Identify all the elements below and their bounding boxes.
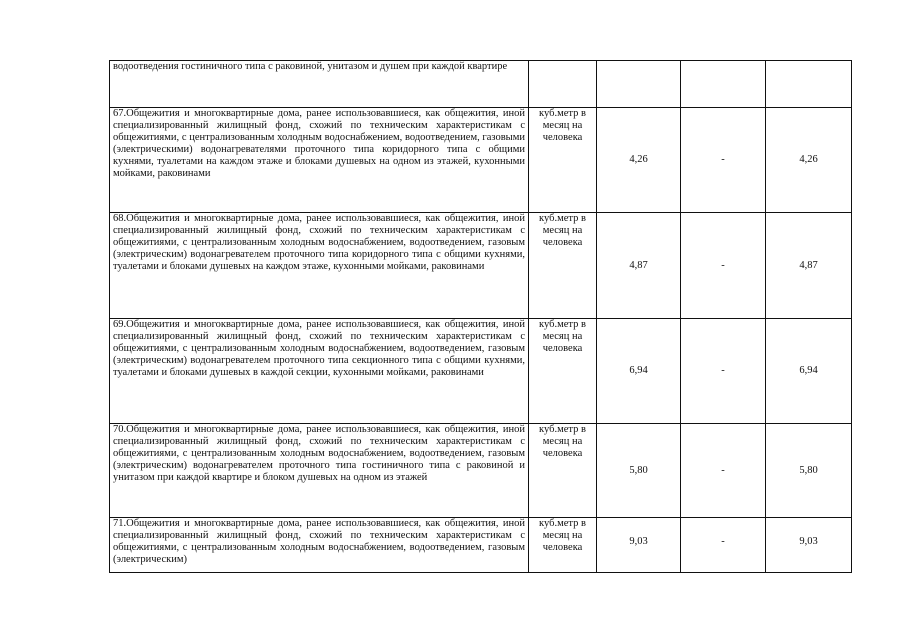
- row-description: водоотведения гостиничного типа с раковиной, унитазом и душем при каждой квартире: [110, 61, 529, 108]
- row-unit: куб.метр в месяц на человека: [529, 213, 597, 319]
- row-unit: куб.метр в месяц на человека: [529, 319, 597, 424]
- row-value-1: 6,94: [597, 319, 681, 424]
- table-row: [110, 319, 852, 424]
- row-description: 71.Общежития и многоквартирные дома, ранее использовавшиеся, как общежития, иной специализированный жилищный фонд, схожий по техническим характеристикам с общежитиями, с централизованным холодным водоснабжением, водоотведением, газовым (электрическим): [110, 518, 529, 573]
- row-unit: куб.метр в месяц на человека: [529, 518, 597, 573]
- row-value-2: -: [681, 108, 766, 213]
- table-row: [110, 108, 852, 213]
- row-description: 67.Общежития и многоквартирные дома, ранее использовавшиеся, как общежития, иной специализированный жилищный фонд, схожий по техническим характеристикам с общежитиями, с централизованным холодным водоснабжением, водоотведением, газовыми (электрическими) водонагревателями проточного типа коридорного типа с общими кухнями, туалетами на каждом этаже и блоками душевых на одном из этажей, кухонными мойками, раковинами: [110, 108, 529, 213]
- row-value-2: -: [681, 319, 766, 424]
- row-value-1: 4,26: [597, 108, 681, 213]
- row-value-1: 4,87: [597, 213, 681, 319]
- row-description: 70.Общежития и многоквартирные дома, ранее использовавшиеся, как общежития, иной специализированный жилищный фонд, схожий по техническим характеристикам с общежитиями, с централизованным холодным водоснабжением, водоотведением, газовым (электрическим) водонагревателем проточного типа гостиничного типа с раковиной и унитазом при каждой квартире и блоком душевых на одном из этажей: [110, 424, 529, 518]
- table-row: [110, 518, 852, 573]
- table-row: [110, 213, 852, 319]
- row-value-2: -: [681, 213, 766, 319]
- row-value-3: 4,26: [766, 108, 852, 213]
- row-value-3: 4,87: [766, 213, 852, 319]
- row-value-3: [766, 61, 852, 108]
- row-value-2: -: [681, 424, 766, 518]
- row-value-3: 6,94: [766, 319, 852, 424]
- row-unit: куб.метр в месяц на человека: [529, 424, 597, 518]
- row-value-3: 5,80: [766, 424, 852, 518]
- table-row: [110, 424, 852, 518]
- row-description: 69.Общежития и многоквартирные дома, ранее использовавшиеся, как общежития, иной специализированный жилищный фонд, схожий по техническим характеристикам с общежитиями, с централизованным холодным водоснабжением, водоотведением, газовым (электрическим) водонагревателем проточного типа секционного типа с общими кухнями, туалетами и блоками душевых в каждой секции, кухонными мойками, раковинами: [110, 319, 529, 424]
- row-description: 68.Общежития и многоквартирные дома, ранее использовавшиеся, как общежития, иной специализированный жилищный фонд, схожий по техническим характеристикам с общежитиями, с централизованным холодным водоснабжением, водоотведением, газовым (электрическим) водонагревателем проточного типа коридорного типа с общими кухнями, туалетами и блоками душевых на каждом этаже, кухонными мойками, раковинами: [110, 213, 529, 319]
- norms-table: [109, 60, 852, 573]
- row-value-1: 5,80: [597, 424, 681, 518]
- row-value-1: [597, 61, 681, 108]
- table-row: [110, 61, 852, 108]
- row-value-2: [681, 61, 766, 108]
- row-unit: куб.метр в месяц на человека: [529, 108, 597, 213]
- row-value-2: -: [681, 518, 766, 573]
- row-value-3: 9,03: [766, 518, 852, 573]
- row-value-1: 9,03: [597, 518, 681, 573]
- row-unit: [529, 61, 597, 108]
